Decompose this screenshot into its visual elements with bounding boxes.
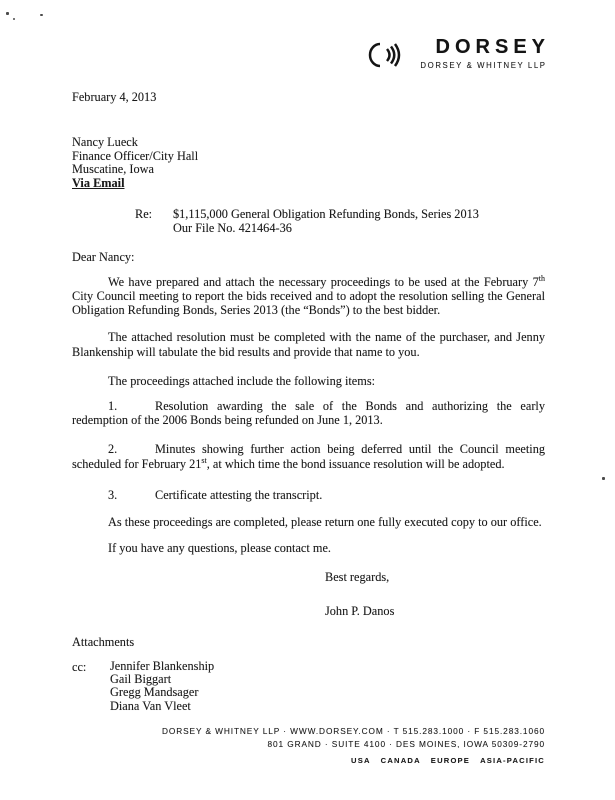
recipient-city: Muscatine, Iowa — [72, 162, 154, 177]
salutation: Dear Nancy: — [72, 249, 135, 264]
superscript-st: st — [201, 455, 207, 465]
list-item-2 — [72, 442, 545, 470]
list-item-3 — [72, 488, 545, 502]
recipient-title: Finance Officer/City Hall — [72, 148, 199, 163]
item-2-text-cont: , at which time the bond issuance resolution will be adopted. — [206, 456, 505, 471]
letter-date: February 4, 2013 — [72, 90, 157, 104]
letterhead-footer — [72, 725, 545, 767]
re-label: Re: — [135, 206, 153, 221]
reference-lines — [173, 207, 479, 235]
reference-line-1: $1,115,000 General Obligation Refunding Bonds, Series 2013 — [173, 206, 479, 221]
signer-name: John P. Danos — [325, 603, 395, 618]
cc-block — [72, 660, 545, 713]
letter-body — [72, 90, 545, 713]
paragraph-1 — [72, 275, 545, 318]
letterhead — [365, 36, 550, 76]
list-item-1 — [72, 399, 545, 427]
recipient-block — [72, 136, 545, 190]
reference-block — [135, 207, 545, 235]
firm-subname: DORSEY & WHITNEY LLP — [420, 61, 547, 70]
paragraph-2: The attached resolution must be completed with the name of the purchaser, and Jenny Blankenship will tabulate the bid results and provide that name to you. — [72, 330, 545, 359]
item-2-number: 2. — [108, 442, 118, 457]
scan-artifact — [6, 12, 9, 15]
valediction: Best regards, — [325, 570, 390, 585]
footer-contact-line: DORSEY & WHITNEY LLP · WWW.DORSEY.COM · T 515.283.1000 · F 515.283.1060 — [161, 726, 545, 736]
cc-label: cc: — [72, 660, 87, 675]
scan-artifact — [13, 18, 15, 20]
paragraph-1-text-cont: City Council meeting to report the bids received and to adopt the resolution selling the General Obligation Refunding Bonds, Series 2013 (the “Bonds”) to the best bidder. — [72, 288, 545, 318]
attachments-label: Attachments — [72, 634, 135, 649]
scan-artifact — [602, 477, 605, 480]
cc-name: Jennifer Blankenship — [110, 659, 215, 674]
superscript-th: th — [538, 273, 545, 283]
cc-name: Diana Van Vleet — [110, 698, 191, 713]
item-3-number: 3. — [108, 487, 118, 502]
paragraph-5: If you have any questions, please contact me. — [108, 541, 331, 556]
firm-name: DORSEY — [435, 36, 550, 58]
item-2-text: Minutes showing further action being deferred until the Council meeting scheduled for February 21 — [72, 442, 545, 471]
footer-regions-line: USA CANADA EUROPE ASIA-PACIFIC — [351, 756, 545, 765]
letterhead-text — [420, 36, 550, 70]
closing-block — [325, 570, 545, 617]
item-1-number: 1. — [108, 399, 118, 413]
footer-address-line: 801 GRAND · SUITE 4100 · DES MOINES, IOWA 50309-2790 — [267, 739, 545, 749]
reference-line-2: Our File No. 421464-36 — [173, 220, 292, 235]
paragraph-3: The proceedings attached include the following items: — [108, 373, 376, 388]
recipient-name: Nancy Lueck — [72, 135, 138, 150]
item-3-text: Certificate attesting the transcript. — [155, 487, 323, 502]
item-1-text: Resolution awarding the sale of the Bonds and authorizing the early redemption of the 2006 Bonds being refunded on June 1, 2013. — [72, 399, 545, 428]
delivery-method: Via Email — [72, 175, 125, 190]
cc-name: Gregg Mandsager — [110, 685, 199, 700]
paragraph-4: As these proceedings are completed, please return one fully executed copy to our office. — [108, 515, 542, 530]
scan-artifact — [40, 14, 43, 16]
cc-name: Gail Biggart — [110, 672, 172, 687]
dorsey-soundwave-logo-icon — [365, 39, 411, 76]
paragraph-1-text: We have prepared and attach the necessary proceedings to be used at the February 7 — [108, 274, 539, 289]
cc-names — [110, 660, 214, 713]
